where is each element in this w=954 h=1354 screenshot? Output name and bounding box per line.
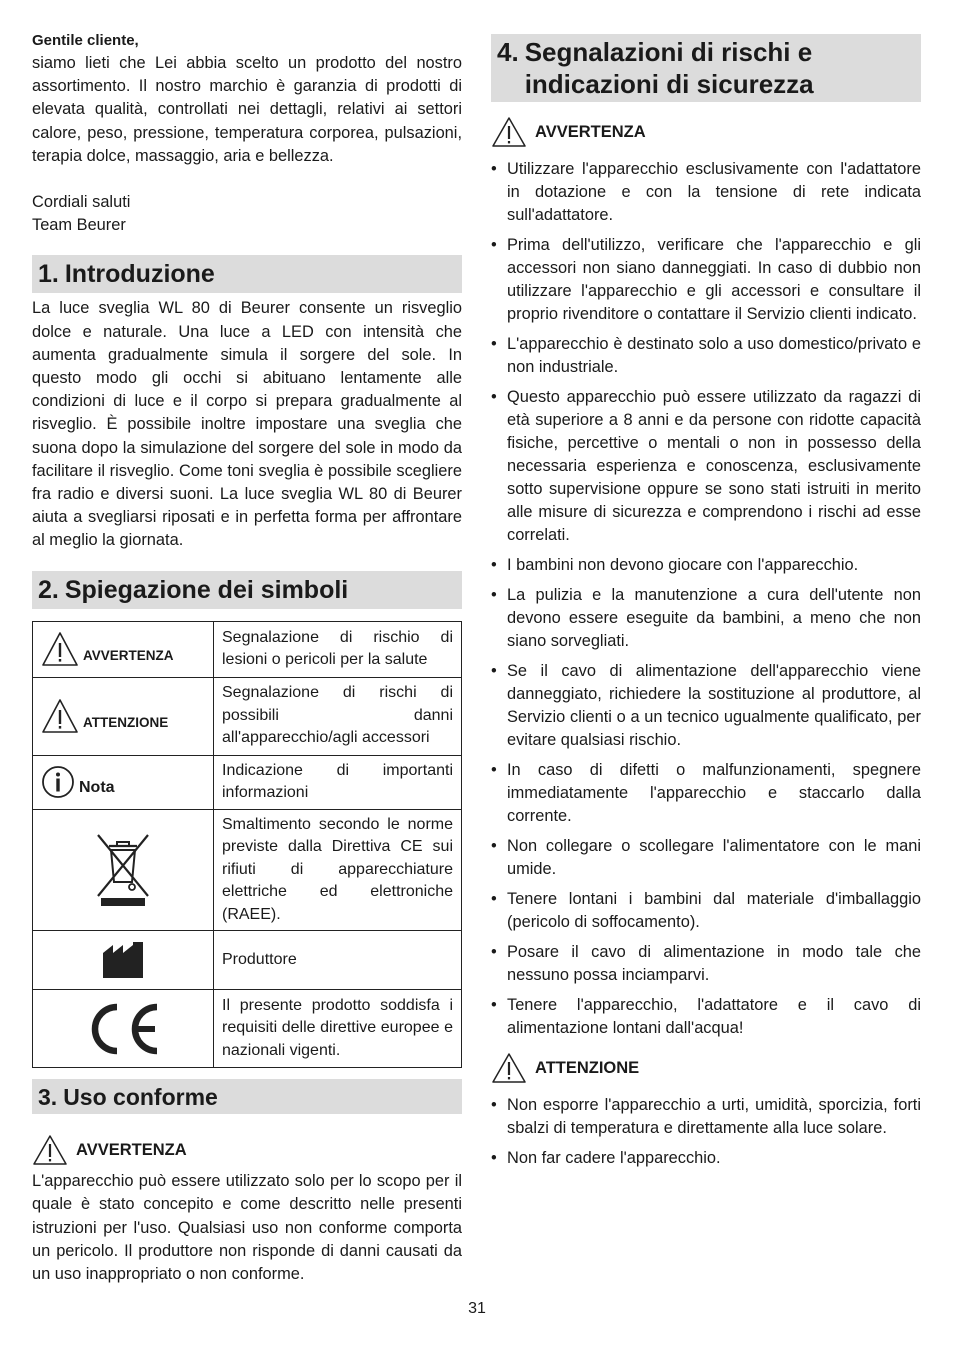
symbol-cell xyxy=(33,809,214,931)
symbol-description: Il presente prodotto soddisfa i requisiti delle direttive europee e nazionali vigenti. xyxy=(214,990,462,1068)
list-item: • Utilizzare l'apparecchio esclusivamente con l'adattatore in dotazione e con la tensione di rete indicata sull'adattatore. xyxy=(491,158,921,227)
symbol-cell xyxy=(33,755,214,809)
list-item: • Se il cavo di alimentazione dell'apparecchio viene danneggiato, richiedere la sostituzione al produttore, al Servizio clienti o a un tecnico ugualmente qualificato, per evitare qualsiasi rischio. xyxy=(491,660,921,752)
table-row xyxy=(33,677,462,755)
section-1-number: 1. xyxy=(38,260,59,289)
section-1-title: Introduzione xyxy=(64,260,215,289)
section-1-text: La luce sveglia WL 80 di Beurer consente un risveglio dolce e naturale. Una luce a LED con intensità che aumenta gradualmente simula il sorgere del sole. In questo modo gli occhi si abituano lentamente alle condizioni di luce e il corpo si prepara gradualmente al risveglio. È possibile inoltre impostare una sveglia che suona dopo la simulazione del sorgere del sole in modo da facilitare il risveglio. Come toni sveglia è possibile scegliere fra radio e diversi suoni. La luce sveglia WL 80 di Beurer aiuta a svegliarsi riposati e in perfetta forma per affrontare al meglio la giornata. xyxy=(32,299,462,550)
symbol-description: Segnalazione di rischio di lesioni o pericoli per la salute xyxy=(214,621,462,677)
section-4-warning xyxy=(491,116,921,148)
table-row xyxy=(33,809,462,931)
section-4-title: Segnalazioni di rischi e indicazioni di sicurezza xyxy=(524,37,814,99)
right-column xyxy=(491,34,921,1177)
list-item: • Tenere l'apparecchio, l'adattatore e il cavo di alimentazione lontani dall'acqua! xyxy=(491,994,921,1040)
page-number: 31 xyxy=(468,1300,486,1317)
section-3-text: L'apparecchio può essere utilizzato solo per lo scopo per il quale è stato concepito e come descritto nelle presenti istruzioni per l'uso. Qualsiasi uso non conforme comporta un pericolo. Il produttore non risponde di danni causati da un uso inappropriato o non conforme. xyxy=(32,1172,462,1283)
symbol-description: Segnalazione di rischi di possibili danni all'apparecchio/agli accessori xyxy=(214,677,462,755)
warning-triangle-icon xyxy=(491,116,527,148)
section-3-heading xyxy=(32,1079,462,1114)
warning-list xyxy=(491,158,921,1040)
warning-triangle-icon xyxy=(41,631,79,667)
list-item: • Posare il cavo di alimentazione in modo tale che nessuno possa inciamparvi. xyxy=(491,941,921,987)
section-2-heading xyxy=(32,571,462,609)
list-item: • I bambini non devono giocare con l'apparecchio. xyxy=(491,554,921,577)
info-icon xyxy=(41,765,75,799)
list-item: • Tenere lontani i bambini dal materiale d'imballaggio (pericolo di soffocamento). xyxy=(491,888,921,934)
symbol-cell xyxy=(33,621,214,677)
symbol-label: Nota xyxy=(79,778,115,796)
section-4-heading xyxy=(491,34,921,102)
section-4-number: 4. xyxy=(497,37,519,67)
list-item: • Prima dell'utilizzo, verificare che l'apparecchio e gli accessori non siano danneggiati. In caso di dubbio non utilizzare l'apparecchio e gli accessori e consultare il proprio rivenditore o contattare il Servizio clienti indicato. xyxy=(491,234,921,326)
section-3-title: Uso conforme xyxy=(63,1084,218,1111)
list-item: • In caso di difetti o malfunzionamenti, spegnere immediatamente l'apparecchio e staccarlo dalla corrente. xyxy=(491,759,921,828)
section-2-number: 2. xyxy=(38,575,59,604)
warning-triangle-icon xyxy=(32,1134,68,1166)
warning-label: AVVERTENZA xyxy=(535,122,646,141)
section-3-warning xyxy=(32,1134,462,1166)
manufacturer-factory-icon xyxy=(102,941,144,979)
closing-line-2: Team Beurer xyxy=(32,216,126,235)
list-item: • Non esporre l'apparecchio a urti, umidità, sporcizia, forti sbalzi di temperatura e direttamente alla luce solare. xyxy=(491,1094,921,1140)
warning-triangle-icon xyxy=(41,698,79,734)
section-4-attention xyxy=(491,1052,921,1084)
symbol-label: ATTENZIONE xyxy=(83,714,169,730)
closing-line-1: Cordiali saluti xyxy=(32,193,131,212)
section-1-heading xyxy=(32,255,462,293)
table-row xyxy=(33,990,462,1068)
symbol-cell xyxy=(33,990,214,1068)
greeting: Gentile cliente, xyxy=(32,32,139,49)
warning-triangle-icon xyxy=(491,1052,527,1084)
symbols-table xyxy=(32,621,462,1069)
symbol-description: Smaltimento secondo le norme previste dalla Direttiva CE sui rifiuti di apparecchiature elettriche ed elettroniche (RAEE). xyxy=(214,809,462,931)
left-column xyxy=(32,30,462,1286)
list-item: • L'apparecchio è destinato solo a uso domestico/privato e non industriale. xyxy=(491,333,921,379)
section-3-number: 3. xyxy=(38,1084,58,1111)
attention-label: ATTENZIONE xyxy=(535,1058,640,1077)
table-row xyxy=(33,931,462,990)
symbol-description: Produttore xyxy=(214,931,462,990)
symbol-cell xyxy=(33,677,214,755)
symbol-description: Indicazione di importanti informazioni xyxy=(214,755,462,809)
list-item: • La pulizia e la manutenzione a cura dell'utente non devono essere eseguite da bambini, a meno che non siano sorvegliati. xyxy=(491,584,921,653)
attention-list xyxy=(491,1094,921,1170)
warning-label: AVVERTENZA xyxy=(76,1140,187,1159)
ce-mark-icon xyxy=(83,1000,163,1058)
list-item: • Non collegare o scollegare l'alimentatore con le mani umide. xyxy=(491,835,921,881)
crossed-bin-weee-icon xyxy=(95,832,151,908)
table-row xyxy=(33,621,462,677)
table-row xyxy=(33,755,462,809)
greeting-text: siamo lieti che Lei abbia scelto un prodotto del nostro assortimento. Il nostro marchio è garanzia di prodotti di elevata qualità, controllati nei dettagli, relativi ai settori calore, peso, pressione, temperatura corporea, pulsazioni, terapia dolce, massaggio, aria e bellezza. xyxy=(32,54,462,165)
symbol-label: AVVERTENZA xyxy=(83,647,174,663)
list-item: • Non far cadere l'apparecchio. xyxy=(491,1147,921,1170)
symbol-cell xyxy=(33,931,214,990)
section-2-title: Spiegazione dei simboli xyxy=(64,575,349,604)
list-item: • Questo apparecchio può essere utilizzato da ragazzi di età superiore a 8 anni e da persone con ridotte capacità fisiche, percettive o mentali o non in possesso della necessaria esperienza e conoscenza, esclusivamente sotto supervisione oppure se sono stati istruiti in merito alle misure di sicurezza e comprendono i rischi ad esse correlati. xyxy=(491,386,921,547)
